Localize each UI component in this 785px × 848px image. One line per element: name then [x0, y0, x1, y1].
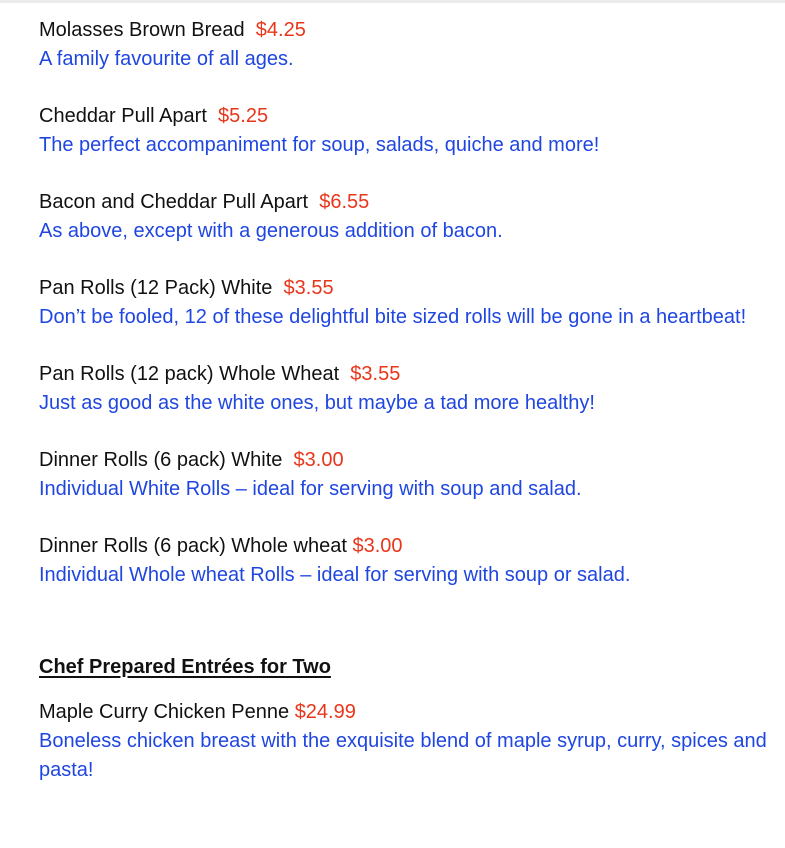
item-price: $4.25 [255, 19, 306, 41]
item-description: A family favourite of all ages. [39, 48, 294, 70]
menu-item [39, 698, 769, 785]
item-name-line [39, 446, 769, 475]
item-name: Bacon and Cheddar Pull Apart [39, 191, 309, 213]
item-description: As above, except with a generous addition of bacon. [39, 220, 503, 242]
item-price: $24.99 [294, 701, 356, 723]
menu-item [39, 360, 769, 418]
item-name: Pan Rolls (12 pack) Whole Wheat [39, 363, 340, 385]
item-name: Cheddar Pull Apart [39, 105, 207, 127]
top-divider [0, 0, 785, 3]
menu-item [39, 102, 769, 160]
menu-item [39, 274, 769, 332]
item-price: $5.25 [218, 105, 269, 127]
section-spacer [39, 682, 769, 698]
item-name-line [39, 16, 769, 45]
item-price: $3.55 [283, 277, 334, 299]
item-name-line [39, 698, 769, 727]
item-name-line [39, 360, 769, 389]
item-name-line [39, 532, 769, 561]
menu-item [39, 532, 769, 590]
menu-item [39, 188, 769, 246]
item-name: Dinner Rolls (6 pack) White [39, 449, 283, 471]
item-description: Boneless chicken breast with the exquisite blend of maple syrup, curry, spices and pasta! [39, 730, 767, 781]
item-description: Don’t be fooled, 12 of these delightful bite sized rolls will be gone in a heartbeat! [39, 306, 747, 328]
item-description: Individual White Rolls – ideal for serving with soup and salad. [39, 478, 582, 500]
item-price: $3.00 [352, 535, 403, 557]
item-name: Maple Curry Chicken Penne [39, 701, 290, 723]
menu-item [39, 446, 769, 504]
item-price: $6.55 [319, 191, 370, 213]
section-heading: Chef Prepared Entrées for Two [39, 656, 331, 678]
item-name: Dinner Rolls (6 pack) Whole wheat [39, 535, 347, 557]
item-name: Pan Rolls (12 Pack) White [39, 277, 273, 299]
item-name-line [39, 102, 769, 131]
menu-page [39, 16, 769, 785]
item-price: $3.55 [350, 363, 401, 385]
item-name: Molasses Brown Bread [39, 19, 245, 41]
item-description: The perfect accompaniment for soup, salads, quiche and more! [39, 134, 600, 156]
item-name-line [39, 188, 769, 217]
item-name-line [39, 274, 769, 303]
item-price: $3.00 [293, 449, 344, 471]
item-description: Individual Whole wheat Rolls – ideal for serving with soup or salad. [39, 564, 631, 586]
menu-item [39, 16, 769, 74]
item-description: Just as good as the white ones, but maybe a tad more healthy! [39, 392, 595, 414]
